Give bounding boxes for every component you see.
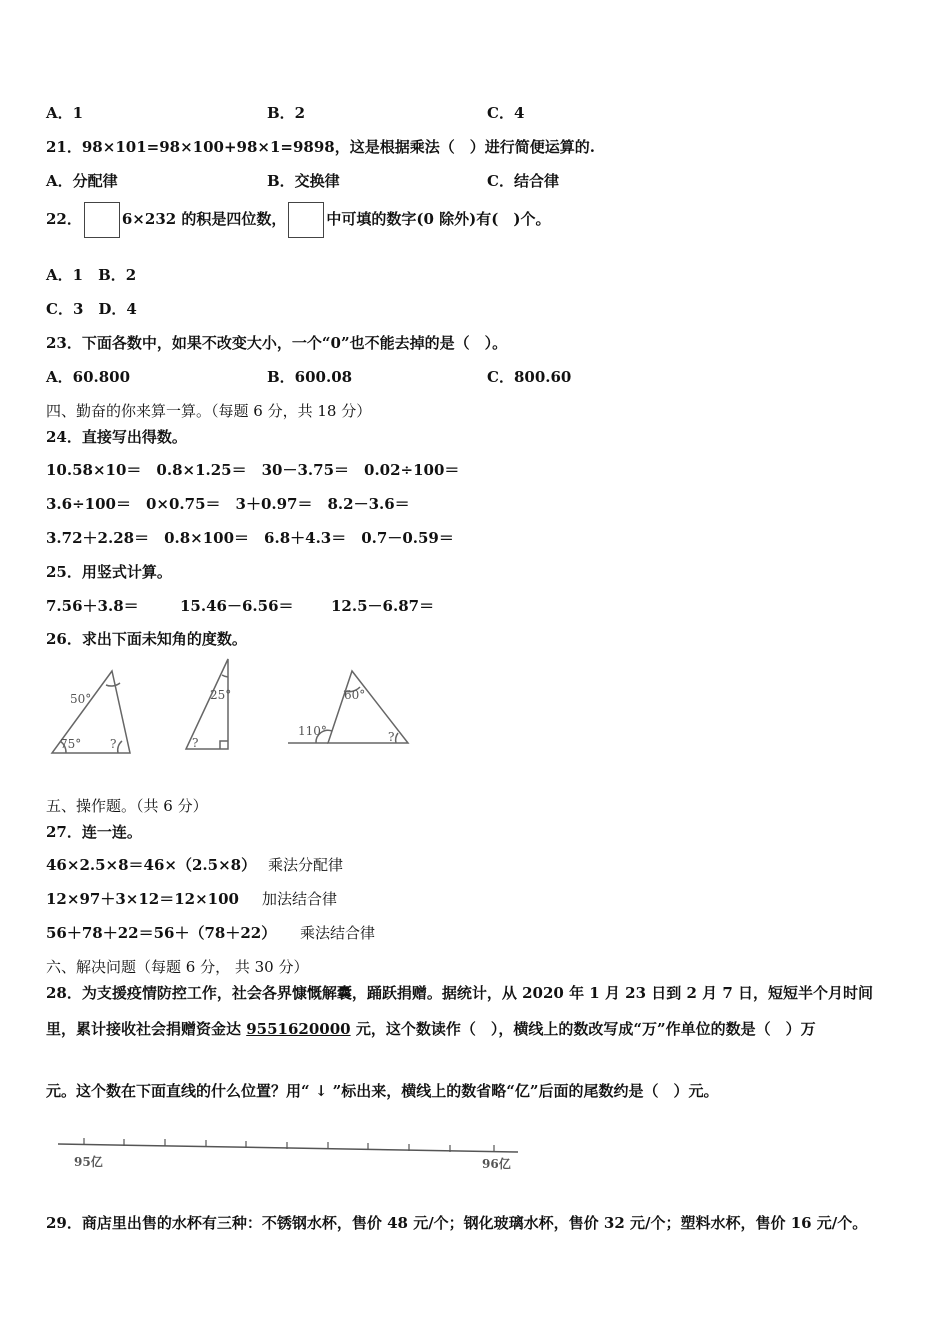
q22-text [46,202,550,238]
section-5-title: 五、操作题。（共 6 分） [46,797,208,815]
q28-line2-b: 元，这个数读作（ ），横线上的数改写成“万”作单位的数是（ ）万 [350,1020,816,1038]
q27-left-3: 56＋78＋22＝56＋（78＋22） [46,924,277,942]
axis-label-right: 96亿 [482,1157,511,1171]
q25-item-2: 15.46－6.56＝ [180,597,294,615]
q24-row-2: 3.6÷100＝ 0×0.75＝ 3＋0.97＝ 8.2－3.6＝ [46,495,410,513]
q25-text: 25．用竖式计算。 [46,563,172,581]
q20-option-b: B．2 [267,104,306,122]
section-4-title: 四、勤奋的你来算一算。（每题 6 分，共 18 分） [46,402,372,420]
fig1-label-left: 75° [60,737,82,751]
q27-right-2: 加法结合律 [262,890,338,908]
q26-figures [40,655,440,765]
q21-option-c: C．结合律 [487,172,559,190]
answer-box-2[interactable] [288,202,324,238]
q20-option-c: C．4 [487,104,525,122]
q27-left-2: 12×97＋3×12＝12×100 [46,890,239,908]
q28-line-1: 28．为支援疫情防控工作，社会各界慷慨解囊，踊跃捐赠。据统计，从 2020 年 1 月 23 日到 2 月 7 日，短短半个月时间 [46,984,874,1002]
axis-line [58,1144,518,1152]
number-line [56,1130,526,1178]
q28-line-3: 元。这个数在下面直线的什么位置？用“ ↓ ”标出来，横线上的数省略“亿”后面的尾数约是（ ）元。 [46,1082,719,1100]
q26-text: 26．求出下面未知角的度数。 [46,630,247,648]
q27-left-1: 46×2.5×8＝46×（2.5×8） [46,856,257,874]
q22-part2: 中可填的数字(0 除外)有( )个。 [326,210,551,228]
q27-text: 27．连一连。 [46,823,142,841]
q28-line-2 [46,1018,816,1039]
fig1-label-top: 50° [70,692,92,706]
fig3-label-top: 60° [344,688,366,702]
q22-options-row2: C．3 D．4 [46,300,137,318]
fig2-label-bottom: ? [192,736,199,750]
q25-item-1: 7.56＋3.8＝ [46,597,139,615]
answer-box[interactable] [84,202,120,238]
fig2-label-top: 25° [210,688,232,702]
q24-row-3: 3.72＋2.28＝ 0.8×100＝ 6.8＋4.3＝ 0.7－0.59＝ [46,529,454,547]
q22-options-row1: A．1 B．2 [46,266,137,284]
q25-item-3: 12.5－6.87＝ [331,597,435,615]
q24-text: 24．直接写出得数。 [46,428,187,446]
q28-amount: 9551620000 [246,1020,351,1038]
fig1-label-right: ? [110,737,117,751]
q21-option-a: A．分配律 [46,172,118,190]
fig3-label-right: ? [388,730,395,744]
q24-row-1: 10.58×10＝ 0.8×1.25＝ 30－3.75＝ 0.02÷100＝ [46,461,460,479]
q21-text: 21．98×101=98×100+98×1=9898，这是根据乘法（ ）进行简便运算的. [46,138,595,156]
q23-option-b: B．600.08 [267,368,353,386]
section-6-title: 六、解决问题（每题 6 分， 共 30 分） [46,958,309,976]
q27-right-3: 乘法结合律 [300,924,376,942]
q20-option-a: A．1 [46,104,84,122]
fig3-label-exterior: 110° [298,724,327,738]
q29-text: 29．商店里出售的水杯有三种：不锈钢水杯，售价 48 元/个；钢化玻璃水杯，售价 32 元/个；塑料水杯，售价 16 元/个。 [46,1214,868,1232]
q23-text: 23．下面各数中，如果不改变大小，一个“0”也不能去掉的是（ ）。 [46,334,508,352]
axis-label-left: 95亿 [74,1155,103,1169]
q22-number: 22． [46,210,82,228]
q27-right-1: 乘法分配律 [268,856,344,874]
q21-option-b: B．交换律 [267,172,340,190]
q28-line2-a: 里，累计接收社会捐赠资金达 [46,1020,247,1038]
q22-part1: 6×232 的积是四位数， [121,210,287,228]
q23-option-a: A．60.800 [46,368,131,386]
q23-option-c: C．800.60 [487,368,572,386]
